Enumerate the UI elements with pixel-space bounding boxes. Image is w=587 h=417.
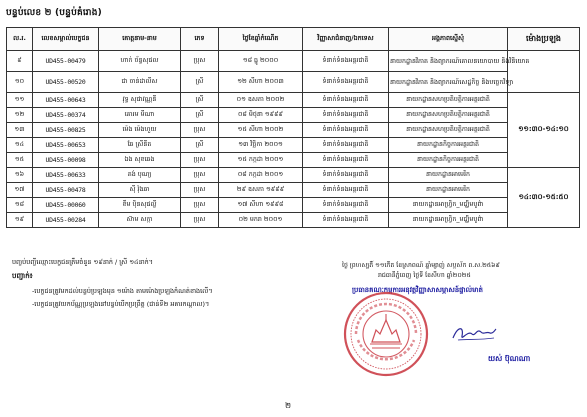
table-row bbox=[7, 108, 580, 123]
cell-unit: នាយកដ្ឋានអាហ្វ្រិក_មជ្ឈិមបូព៌ា bbox=[389, 213, 508, 228]
cell-subject: ទំនាក់ទំនងអន្តរជាតិ bbox=[303, 93, 389, 108]
cell-subject: ទំនាក់ទំនងអន្តរជាតិ bbox=[303, 213, 389, 228]
cell-dob: ០៨ មិថុនា ១៩៩៩ bbox=[219, 108, 303, 123]
cell-name: ស៊ី វ៉ុងឆា bbox=[99, 183, 181, 198]
cell-dob: ១២ សីហា ២០០៣ bbox=[219, 72, 303, 93]
cell-dob: ០១ ឧសភា ២០០២ bbox=[219, 93, 303, 108]
cell-subject: ទំនាក់ទំនងអន្តរជាតិ bbox=[303, 51, 389, 72]
cell-no: ១៣ bbox=[7, 123, 33, 138]
cell-no: ១០ bbox=[7, 72, 33, 93]
cell-unit: នាយកដ្ឋានសហប្រតិបត្តិការអន្តរជាតិ bbox=[389, 108, 508, 123]
cell-no: ១៦ bbox=[7, 168, 33, 183]
cell-sex: ប្រុស bbox=[181, 183, 219, 198]
table-row bbox=[7, 138, 580, 153]
note-line: -បេក្ខជនត្រូវមកដល់បន្ទប់ប្រឡងមុន ១ម៉ោង តាមម៉ោងប្រឡងកំណត់ខាងលើ។ bbox=[32, 287, 213, 295]
table-row bbox=[7, 51, 580, 72]
cell-subject: ទំនាក់ទំនងអន្តរជាតិ bbox=[303, 138, 389, 153]
table-row bbox=[7, 198, 580, 213]
cell-no: ១៧ bbox=[7, 183, 33, 198]
cell-no: ១២ bbox=[7, 108, 33, 123]
handwritten-signature bbox=[450, 322, 498, 344]
cell-sex: ប្រុស bbox=[181, 51, 219, 72]
cell-unit: នាយកដ្ឋានវិភាគ និងព្យាករណ៍សេដ្ឋកិច្ច និងបច្ចេកវិទ្យា bbox=[389, 72, 508, 93]
solar-date-line: រាជធានីភ្នំពេញ ថ្ងៃទី ខែសីហា ឆ្នាំ២០២៥ bbox=[378, 272, 471, 279]
lunar-date-line: ថ្ងៃ ព្រហស្បតិ៍ ១១កើត ខែស្រាពណ៍ ឆ្នាំម្សាញ់ សប្តស័ក ព.ស.២៥៦៩ bbox=[342, 262, 500, 269]
cell-sex: ប្រុស bbox=[181, 168, 219, 183]
cell-candidate-id: UD455-00284 bbox=[33, 213, 99, 228]
table-row bbox=[7, 153, 580, 168]
cell-candidate-id: UD455-00478 bbox=[33, 183, 99, 198]
cell-candidate-id: UD455-00643 bbox=[33, 93, 99, 108]
cell-candidate-id: UD455-00825 bbox=[33, 123, 99, 138]
cell-candidate-id: UD455-00479 bbox=[33, 51, 99, 72]
table-row bbox=[7, 213, 580, 228]
cell-unit: នាយកដ្ឋានអាហ្វ្រិក_មជ្ឈិមបូព៌ា bbox=[389, 198, 508, 213]
cell-subject: ទំនាក់ទំនងអន្តរជាតិ bbox=[303, 153, 389, 168]
cell-candidate-id: UD455-00520 bbox=[33, 72, 99, 93]
cell-name: ម៉េង ម៉េងហួយ bbox=[99, 123, 181, 138]
cell-sex: ស្រី bbox=[181, 138, 219, 153]
cell-name: ឆែ ស្រីនីត bbox=[99, 138, 181, 153]
cell-sex: ប្រុស bbox=[181, 213, 219, 228]
candidate-count-summary: បញ្ចប់បញ្ជីឈ្មោះបេក្ខជនត្រឹមចំនួន ១៩នាក់ / ស្រី ១៤នាក់។ bbox=[12, 258, 153, 266]
cell-name: គោរម មីណា bbox=[99, 108, 181, 123]
col-header-candidate-id: លេខសម្គាល់បេក្ខជន bbox=[33, 28, 99, 51]
cell-subject: ទំនាក់ទំនងអន្តរជាតិ bbox=[303, 183, 389, 198]
cell-no: ១៩ bbox=[7, 213, 33, 228]
cell-candidate-id: UD455-00633 bbox=[33, 168, 99, 183]
cell-no: ៩ bbox=[7, 51, 33, 72]
cell-subject: ទំនាក់ទំនងអន្តរជាតិ bbox=[303, 108, 389, 123]
cell-dob: ១៥ កក្កដា ២០០១ bbox=[219, 153, 303, 168]
page-number: ២ bbox=[285, 401, 292, 410]
cell-candidate-id: UD455-00098 bbox=[33, 153, 99, 168]
cell-subject: ទំនាក់ទំនងអន្តរជាតិ bbox=[303, 72, 389, 93]
table-row bbox=[7, 168, 580, 183]
official-seal-stamp bbox=[342, 290, 430, 378]
cell-dob: ០៨ កក្កដា ២០០១ bbox=[219, 168, 303, 183]
note-line: -បេក្ខជនត្រូវយកប័ណ្ណប្រឡងនៅបន្ទប់បើកប្រព្រឹត្ត (ជាន់ទី២ អគារកណ្តាល)។ bbox=[32, 300, 210, 308]
col-header-unit: អង្គភាពស្នើសុំ bbox=[389, 28, 508, 51]
cell-name: ខឹម បុិនសុផល្លី bbox=[99, 198, 181, 213]
cell-no: ១៨ bbox=[7, 198, 33, 213]
cell-dob: ១៧ សីហា ១៩៩៨ bbox=[219, 198, 303, 213]
cell-unit: នាយកដ្ឋានកិច្ចការអន្តរជាតិ bbox=[389, 138, 508, 153]
cell-name: វុទ្ធ សុផាវណ្ណនី bbox=[99, 93, 181, 108]
signatory-title: ប្រធានគណៈកម្មការអនុវត្តវិញ្ញាសាសម្ភាសន៍ផ្ទាល់មាត់ bbox=[352, 286, 483, 294]
cell-sex: ប្រុស bbox=[181, 153, 219, 168]
signer-name: យស់ ប៊ុណណា bbox=[488, 354, 531, 363]
cell-sex: ប្រុស bbox=[181, 123, 219, 138]
cell-unit: នាយកដ្ឋានអាមេរិក bbox=[389, 183, 508, 198]
col-header-exam-time: ម៉ោងប្រឡង bbox=[508, 28, 580, 51]
cell-no: ១១ bbox=[7, 93, 33, 108]
table-header-row bbox=[7, 28, 580, 51]
cell-name: គង់ បុណ្យ bbox=[99, 168, 181, 183]
table-row bbox=[7, 93, 580, 108]
cell-subject: ទំនាក់ទំនងអន្តរជាតិ bbox=[303, 123, 389, 138]
cell-sex: ស្រី bbox=[181, 93, 219, 108]
cell-no: ១៥ bbox=[7, 153, 33, 168]
cell-candidate-id: UD455-00653 bbox=[33, 138, 99, 153]
cell-sex: ប្រុស bbox=[181, 198, 219, 213]
cell-name: ជា ចាន់ដាលីស bbox=[99, 72, 181, 93]
cell-no: ១៤ bbox=[7, 138, 33, 153]
col-header-subject: វិញ្ញាសាជំនាញ/ឯកទេស bbox=[303, 28, 389, 51]
cell-subject: ទំនាក់ទំនងអន្តរជាតិ bbox=[303, 168, 389, 183]
notes-title: បញ្ជាក់៖ bbox=[12, 272, 33, 280]
cell-unit: នាយកដ្ឋានវិភាគ និងព្យាករណ៍គោលនយោបាយ និងវិនិយោគ bbox=[389, 51, 508, 72]
cell-name: ឯង សុខឆេង bbox=[99, 153, 181, 168]
candidate-table bbox=[6, 27, 580, 228]
table-row bbox=[7, 183, 580, 198]
cell-dob: ០២ មករា ២០០១ bbox=[219, 213, 303, 228]
cell-unit: នាយកដ្ឋានកិច្ចការអន្តរជាតិ bbox=[389, 153, 508, 168]
room-title: បន្ទប់លេខ ២ (បន្ទប់គំរោង) bbox=[6, 8, 102, 18]
col-header-no: ល.រ. bbox=[7, 28, 33, 51]
cell-unit: នាយកដ្ឋានសហប្រតិបត្តិការអន្តរជាតិ bbox=[389, 93, 508, 108]
cell-dob: ២៩ ឧសភា ១៩៩៩ bbox=[219, 183, 303, 198]
table-row bbox=[7, 72, 580, 93]
cell-exam-time bbox=[508, 51, 580, 93]
cell-candidate-id: UD455-00060 bbox=[33, 198, 99, 213]
cell-exam-time-1: ១១:៣០-១៤:១០ bbox=[508, 93, 580, 168]
cell-dob: ១៣ វិច្ឆិកា ២០០១ bbox=[219, 138, 303, 153]
cell-name: ហាក់ ច័ន្ទសុផល bbox=[99, 51, 181, 72]
cell-exam-time-2: ១៤:៣០-១៥:៥០ bbox=[508, 168, 580, 228]
cell-unit: នាយកដ្ឋានសហប្រតិបត្តិការអន្តរជាតិ bbox=[389, 123, 508, 138]
cell-sex: ស្រី bbox=[181, 108, 219, 123]
cell-candidate-id: UD455-00374 bbox=[33, 108, 99, 123]
cell-sex: ស្រី bbox=[181, 72, 219, 93]
col-header-sex: ភេទ bbox=[181, 28, 219, 51]
col-header-name: គោត្តនាម-នាម bbox=[99, 28, 181, 51]
cell-dob: ១៥ សីហា ២០០២ bbox=[219, 123, 303, 138]
cell-name: ស៊ាម សក្កា bbox=[99, 213, 181, 228]
cell-subject: ទំនាក់ទំនងអន្តរជាតិ bbox=[303, 198, 389, 213]
col-header-dob: ថ្ងៃខែឆ្នាំកំណើត bbox=[219, 28, 303, 51]
table-row bbox=[7, 123, 580, 138]
cell-dob: ១៨ ធ្នូ ២០០០ bbox=[219, 51, 303, 72]
cell-unit: នាយកដ្ឋានអាមេរិក bbox=[389, 168, 508, 183]
